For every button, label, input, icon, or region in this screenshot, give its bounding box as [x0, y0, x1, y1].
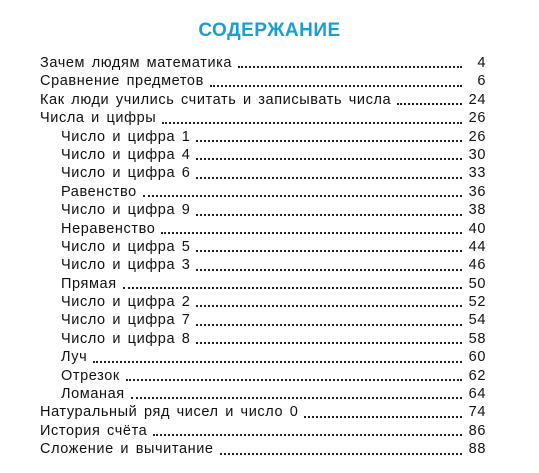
toc-page-number: 26 [468, 110, 486, 127]
dot-leader [123, 287, 462, 289]
toc-subentry[interactable] [40, 385, 486, 403]
toc-entry-label: Луч [61, 349, 88, 366]
toc-entry[interactable] [40, 440, 486, 458]
toc-page-number: 24 [468, 91, 486, 108]
toc-entry-label: Ломаная [61, 386, 125, 403]
toc-entry-label: Прямая [61, 275, 117, 292]
toc-entry[interactable] [40, 422, 486, 440]
toc-entry-label: Число и цифра 7 [61, 312, 191, 329]
toc-entry-label: Число и цифра 4 [61, 146, 191, 163]
toc-page-number: 62 [468, 367, 486, 384]
toc-entry-label: Число и цифра 5 [61, 238, 191, 255]
toc-entry-label: Как люди учились считать и записывать числа [40, 91, 392, 108]
dot-leader [196, 158, 462, 160]
toc-page-number: 4 [477, 55, 486, 71]
toc-page-number: 86 [468, 422, 486, 439]
toc-page-number: 88 [468, 441, 486, 458]
toc-page-number: 58 [468, 330, 486, 347]
dot-leader [131, 397, 462, 399]
dot-leader [397, 103, 462, 105]
dot-leader [238, 66, 462, 68]
toc-page-number: 36 [468, 183, 486, 200]
dot-leader [143, 195, 462, 197]
dot-leader [196, 269, 462, 271]
toc-entry-label: История счёта [40, 422, 148, 439]
toc-entry-label: Сложение и вычитание [40, 441, 214, 458]
dot-leader [196, 324, 462, 326]
toc-subentry[interactable] [40, 275, 486, 293]
toc-page-number: 74 [468, 404, 486, 421]
toc-entry-label: Число и цифра 1 [61, 128, 191, 145]
toc-subentry[interactable] [40, 311, 486, 329]
toc-subentry[interactable] [40, 220, 486, 238]
toc-subentry[interactable] [40, 330, 486, 348]
toc-page-number: 38 [468, 202, 486, 219]
toc-subentry[interactable] [40, 146, 486, 164]
toc-subentry[interactable] [40, 293, 486, 311]
dot-leader [126, 379, 462, 381]
toc-subentry[interactable] [40, 164, 486, 182]
toc-subentry[interactable] [40, 128, 486, 146]
toc-page-number: 26 [468, 128, 486, 145]
toc-page-number: 50 [468, 275, 486, 292]
toc-page-number: 52 [468, 294, 486, 311]
toc-entry[interactable] [40, 72, 486, 90]
dot-leader [162, 122, 462, 124]
toc-entry-label: Число и цифра 8 [61, 330, 191, 347]
dot-leader [304, 416, 462, 418]
toc-page-number: 54 [468, 312, 486, 329]
toc-page-number: 46 [468, 257, 486, 274]
toc-entry[interactable] [40, 109, 486, 127]
toc-page-number: 40 [468, 220, 486, 237]
dot-leader [161, 232, 462, 234]
dot-leader [196, 177, 462, 179]
dot-leader [220, 453, 462, 455]
toc-subentry[interactable] [40, 348, 486, 366]
dot-leader [153, 434, 462, 436]
dot-leader [196, 342, 462, 344]
toc-page-number: 33 [468, 165, 486, 182]
toc-entry-label: Отрезок [61, 367, 120, 384]
toc-entry-label: Число и цифра 9 [61, 202, 191, 219]
toc-subentry[interactable] [40, 201, 486, 219]
toc-entry[interactable] [40, 54, 486, 72]
toc-page-number: 6 [477, 73, 486, 90]
toc-entry[interactable] [40, 403, 486, 421]
toc-entry-label: Натуральный ряд чисел и число 0 [40, 404, 299, 421]
toc-entry-label: Число и цифра 3 [61, 257, 191, 274]
toc-subentry[interactable] [40, 238, 486, 256]
toc-entry-label: Число и цифра 2 [61, 294, 191, 311]
toc-subentry[interactable] [40, 183, 486, 201]
dot-leader [196, 305, 462, 307]
toc-subentry[interactable] [40, 256, 486, 274]
toc-title: СОДЕРЖАНИЕ [198, 20, 341, 41]
dot-leader [93, 361, 462, 363]
toc-subentry[interactable] [40, 367, 486, 385]
toc-page-number: 64 [468, 386, 486, 403]
dot-leader [196, 250, 462, 252]
toc-entry-label: Неравенство [61, 220, 156, 237]
toc-page-number: 30 [468, 146, 486, 163]
toc-entry-label: Число и цифра 6 [61, 165, 191, 182]
dot-leader [210, 85, 462, 87]
dot-leader [196, 140, 462, 142]
toc-entry-label: Сравнение предметов [40, 73, 204, 90]
toc-page-number: 44 [468, 238, 486, 255]
toc-entry-label: Зачем людям математика [40, 55, 233, 71]
toc-entry[interactable] [40, 91, 486, 109]
toc-entry-label: Числа и цифры [40, 110, 157, 127]
toc-list [40, 54, 486, 459]
dot-leader [196, 214, 462, 216]
toc-page-number: 60 [468, 349, 486, 366]
toc-entry-label: Равенство [61, 183, 137, 200]
